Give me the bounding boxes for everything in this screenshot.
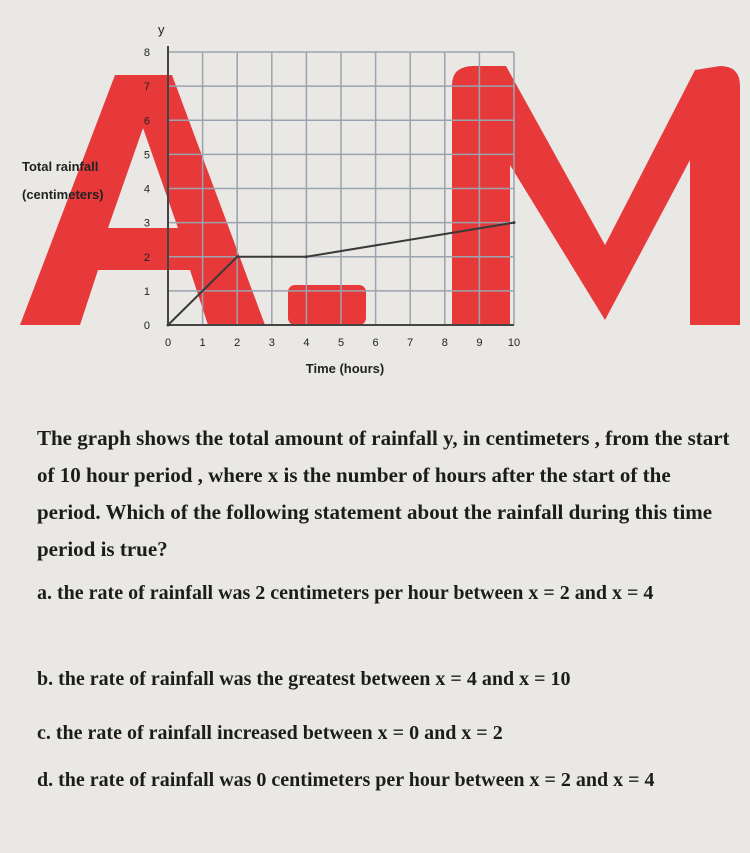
x-axis-label: Time (hours) bbox=[305, 361, 385, 376]
x-tick-label-5: 5 bbox=[337, 337, 345, 349]
x-tick-label-10: 10 bbox=[507, 337, 521, 349]
y-tick-label-1: 1 bbox=[143, 285, 150, 298]
choice-b[interactable] bbox=[37, 663, 727, 696]
data-point-0 bbox=[167, 324, 170, 327]
x-tick-label-0: 0 bbox=[164, 337, 172, 349]
x-tick-label-2: 2 bbox=[234, 337, 241, 349]
question-stem: The graph shows the total amount of rainfall y, in centimeters , from the start of 10 hour period , where x is the number of hours after the start of the period. Which of the following statement about the rainfall during this time period is true? bbox=[37, 426, 730, 561]
x-tick-label-1: 1 bbox=[199, 337, 206, 349]
choice-c[interactable] bbox=[37, 717, 727, 750]
choice-d[interactable] bbox=[37, 764, 727, 797]
y-tick-label-3: 3 bbox=[143, 217, 150, 230]
y-tick-label-7: 7 bbox=[143, 81, 150, 94]
choice-d-letter: d. bbox=[37, 769, 54, 791]
x-tick-label-6: 6 bbox=[372, 337, 379, 349]
x-tick-label-7: 7 bbox=[407, 337, 414, 349]
data-point-3 bbox=[513, 221, 516, 224]
choice-a-text: the rate of rainfall was 2 centimeters per hour between x = 2 and x = 4 bbox=[57, 582, 654, 604]
y-tick-label-5: 5 bbox=[143, 149, 150, 162]
choice-b-letter: b. bbox=[37, 668, 54, 690]
choice-a-letter: a. bbox=[37, 582, 52, 604]
choice-b-text: the rate of rainfall was the greatest between x = 4 and x = 10 bbox=[58, 668, 571, 690]
x-tick-label-4: 4 bbox=[303, 337, 310, 349]
rainfall-graph bbox=[0, 0, 750, 400]
y-tick-label-2: 2 bbox=[143, 251, 150, 264]
choice-c-text: the rate of rainfall increased between x = 0 and x = 2 bbox=[55, 722, 503, 744]
choice-c-letter: c. bbox=[37, 722, 51, 744]
am-watermark-logo bbox=[20, 66, 740, 325]
y-tick-label-6: 6 bbox=[143, 115, 150, 128]
y-tick-label-0: 0 bbox=[143, 320, 150, 332]
y-axis-label-line-1: Total rainfall bbox=[22, 159, 99, 174]
x-tick-label-9: 9 bbox=[476, 337, 483, 349]
data-point-1 bbox=[236, 255, 239, 258]
choice-a[interactable] bbox=[37, 577, 727, 610]
x-tick-label-8: 8 bbox=[441, 337, 448, 349]
y-tick-label-8: 8 bbox=[143, 47, 150, 59]
y-tick-label-4: 4 bbox=[143, 183, 150, 196]
y-axis-variable: y bbox=[158, 22, 165, 37]
y-axis-label-line-2: (centimeters) bbox=[22, 187, 104, 202]
data-point-2 bbox=[305, 255, 308, 258]
choice-d-text: the rate of rainfall was 0 centimeters per hour between x = 2 and x = 4 bbox=[58, 769, 655, 791]
watermark-letter-m bbox=[452, 66, 740, 325]
x-tick-label-3: 3 bbox=[268, 337, 275, 349]
